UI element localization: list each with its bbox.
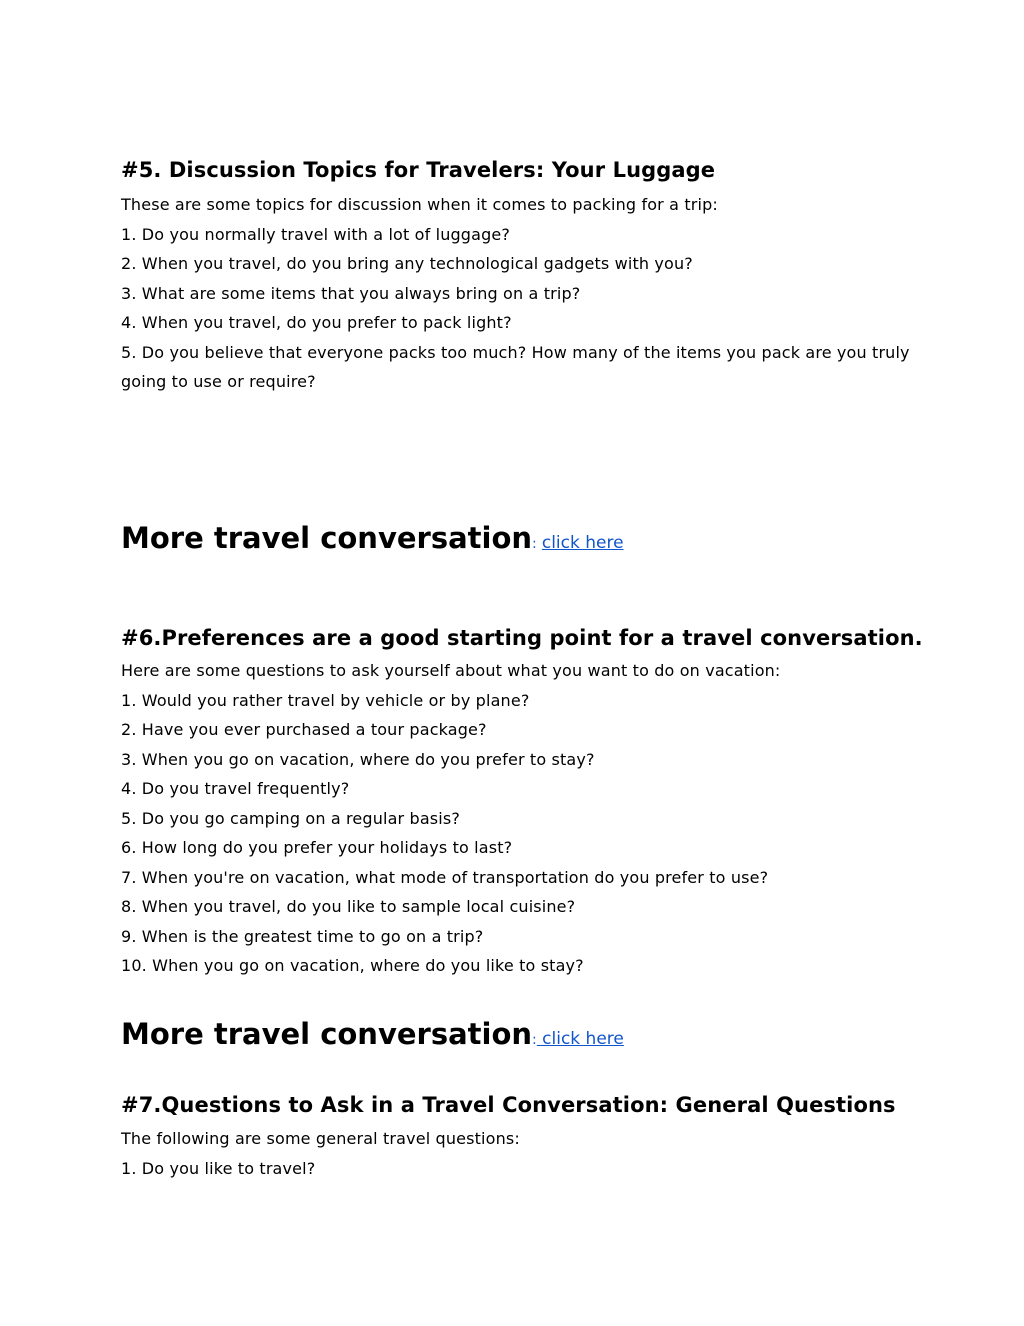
section-5-item: 1. Do you normally travel with a lot of luggage? [121, 224, 511, 244]
more-conversation-colon: : [532, 1032, 537, 1048]
section-6-item: 9. When is the greatest time to go on a trip? [121, 926, 484, 946]
section-6-item: 2. Have you ever purchased a tour package? [121, 720, 487, 739]
section-7-item: 1. Do you like to travel? [121, 1158, 316, 1178]
section-5-item: 4. When you travel, do you prefer to pack light? [121, 313, 512, 332]
section-7-body [121, 1124, 911, 1183]
section-5-body [121, 190, 911, 397]
section-6-item: 4. Do you travel frequently? [121, 779, 350, 798]
click-here-link[interactable]: click here [536, 1029, 624, 1049]
more-conversation-row [121, 1016, 911, 1052]
more-conversation-label: More travel conversation [121, 521, 533, 555]
section-6-item: 3. When you go on vacation, where do you prefer to stay? [121, 749, 595, 769]
section-6-item: 8. When you travel, do you like to sample local cuisine? [121, 897, 576, 916]
section-6-intro: Here are some questions to ask yourself about what you want to do on vacation: [121, 661, 781, 680]
more-conversation-row [121, 520, 911, 556]
section-5-item: 2. When you travel, do you bring any technological gadgets with you? [121, 254, 693, 273]
more-conversation-label: More travel conversation [121, 1017, 533, 1051]
click-here-link[interactable]: click here [541, 533, 624, 553]
section-6-item: 5. Do you go camping on a regular basis? [121, 808, 460, 828]
section-5-item: 3. What are some items that you always bring on a trip? [121, 283, 581, 303]
section-5-item: 5. Do you believe that everyone packs too much? How many of the items you pack are you truly going to use or require? [121, 342, 910, 391]
document-page [121, 0, 923, 1326]
section-6-item: 7. When you're on vacation, what mode of transportation do you prefer to use? [121, 867, 769, 887]
section-6-item: 10. When you go on vacation, where do you like to stay? [121, 956, 584, 975]
section-7-intro: The following are some general travel questions: [121, 1129, 520, 1148]
more-conversation-colon: : [532, 536, 537, 552]
section-6-item: 1. Would you rather travel by vehicle or by plane? [121, 690, 530, 710]
section-6-heading: #6.Preferences are a good starting point for a travel conversation. [121, 626, 923, 650]
section-5-intro: These are some topics for discussion when it comes to packing for a trip: [121, 195, 718, 214]
section-5-heading: #5. Discussion Topics for Travelers: Your Luggage [121, 158, 716, 182]
section-6-item: 6. How long do you prefer your holidays to last? [121, 838, 513, 857]
section-7-heading: #7.Questions to Ask in a Travel Conversation: General Questions [121, 1093, 896, 1117]
section-6-body [121, 656, 911, 981]
